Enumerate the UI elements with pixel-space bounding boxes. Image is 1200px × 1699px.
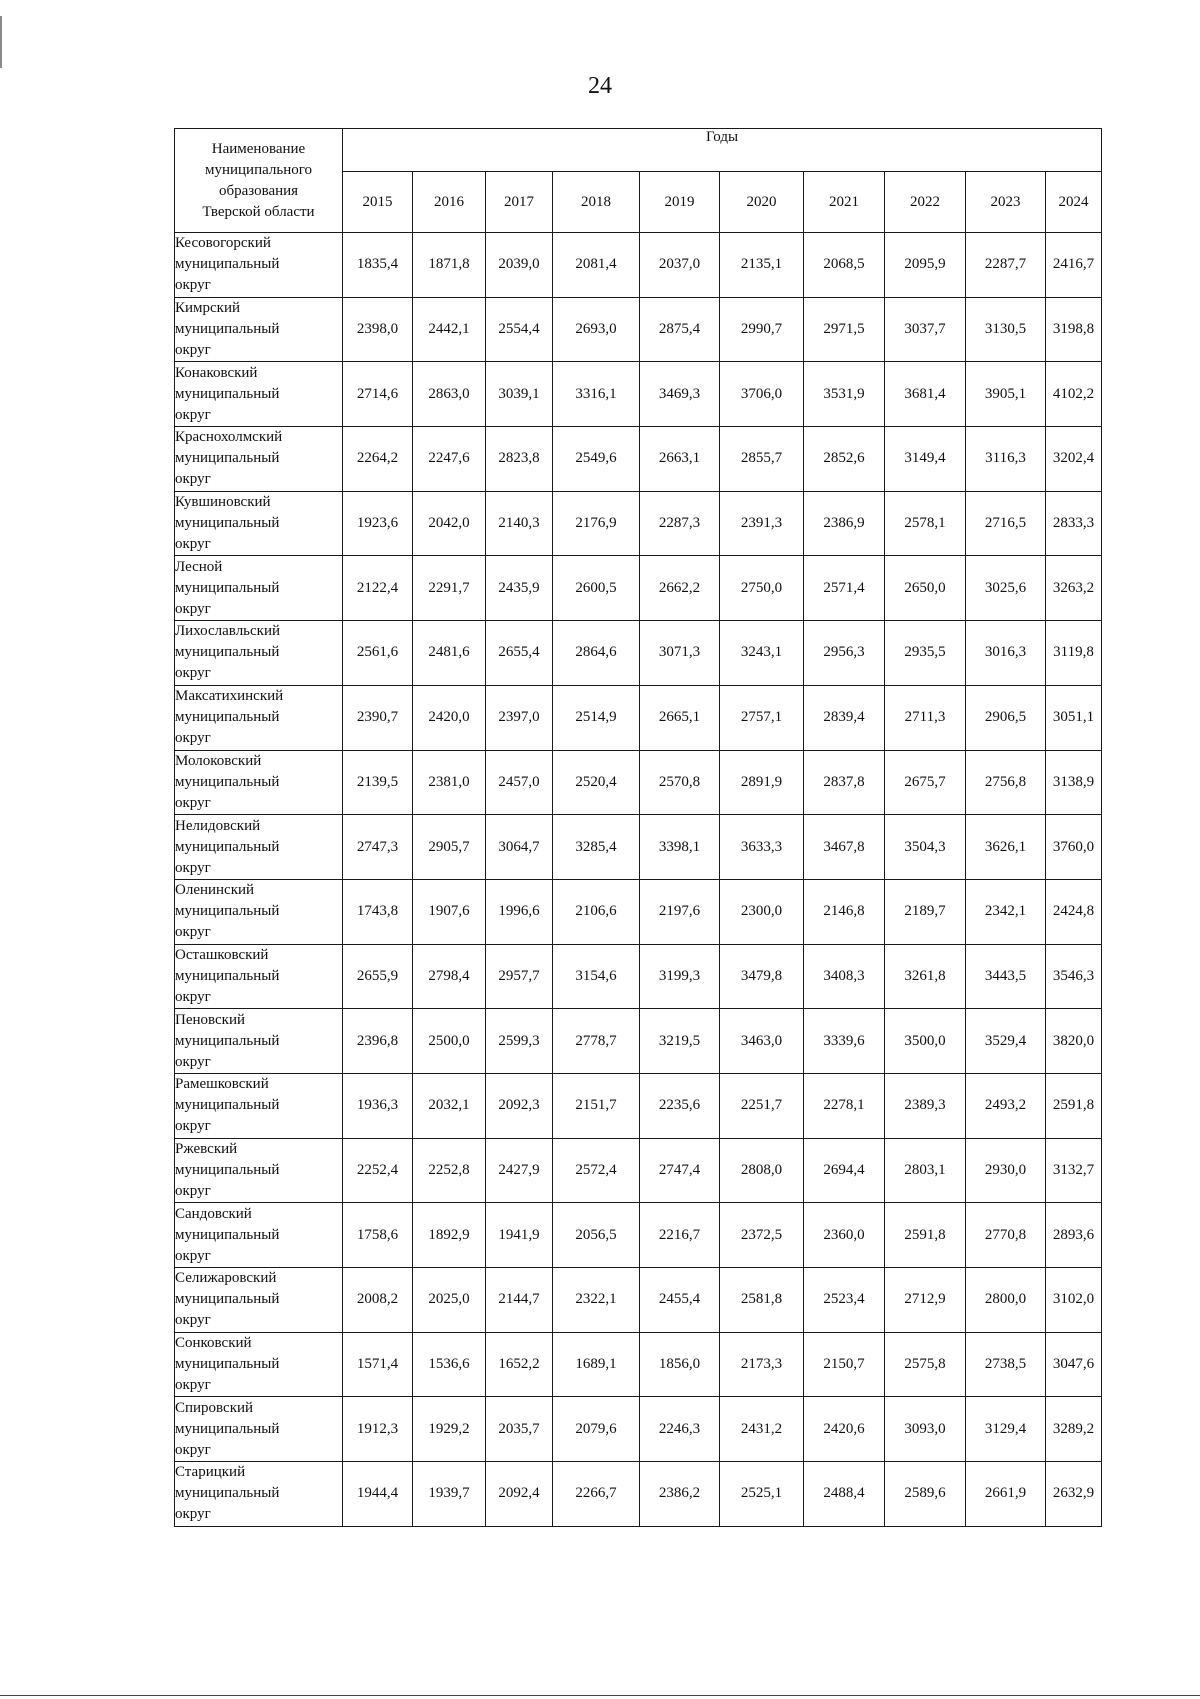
value-cell: 1758,6 xyxy=(343,1203,413,1268)
value-cell: 2747,4 xyxy=(640,1138,720,1203)
value-cell: 2247,6 xyxy=(413,427,486,492)
header-years-group: Годы xyxy=(343,129,1102,172)
value-cell: 2632,9 xyxy=(1046,1462,1102,1527)
value-cell: 2891,9 xyxy=(720,750,804,815)
value-cell: 3706,0 xyxy=(720,362,804,427)
value-cell: 2935,5 xyxy=(885,621,966,686)
value-cell: 3039,1 xyxy=(486,362,553,427)
value-cell: 2554,4 xyxy=(486,297,553,362)
value-cell: 3531,9 xyxy=(804,362,885,427)
value-cell: 2823,8 xyxy=(486,427,553,492)
value-cell: 2095,9 xyxy=(885,233,966,298)
value-cell: 3138,9 xyxy=(1046,750,1102,815)
value-cell: 2514,9 xyxy=(553,685,640,750)
value-cell: 2435,9 xyxy=(486,556,553,621)
value-cell: 3037,7 xyxy=(885,297,966,362)
value-cell: 2140,3 xyxy=(486,491,553,556)
value-cell: 2600,5 xyxy=(553,556,640,621)
value-cell: 2747,3 xyxy=(343,815,413,880)
value-cell: 3025,6 xyxy=(966,556,1046,621)
value-cell: 1936,3 xyxy=(343,1073,413,1138)
value-cell: 3463,0 xyxy=(720,1009,804,1074)
value-cell: 3154,6 xyxy=(553,944,640,1009)
value-cell: 2693,0 xyxy=(553,297,640,362)
value-cell: 2252,4 xyxy=(343,1138,413,1203)
value-cell: 2561,6 xyxy=(343,621,413,686)
value-cell: 2662,2 xyxy=(640,556,720,621)
municipality-name-cell: Кимрский муниципальный округ xyxy=(175,297,343,362)
value-cell: 2591,8 xyxy=(885,1203,966,1268)
value-cell: 2291,7 xyxy=(413,556,486,621)
value-cell: 1939,7 xyxy=(413,1462,486,1527)
value-cell: 2427,9 xyxy=(486,1138,553,1203)
value-cell: 2079,6 xyxy=(553,1397,640,1462)
header-year: 2020 xyxy=(720,172,804,233)
value-cell: 3626,1 xyxy=(966,815,1046,880)
value-cell: 2756,8 xyxy=(966,750,1046,815)
value-cell: 2056,5 xyxy=(553,1203,640,1268)
value-cell: 3199,3 xyxy=(640,944,720,1009)
value-cell: 2264,2 xyxy=(343,427,413,492)
value-cell: 2738,5 xyxy=(966,1332,1046,1397)
value-cell: 2599,3 xyxy=(486,1009,553,1074)
value-cell: 3479,8 xyxy=(720,944,804,1009)
value-cell: 2578,1 xyxy=(885,491,966,556)
value-cell: 2246,3 xyxy=(640,1397,720,1462)
value-cell: 2287,7 xyxy=(966,233,1046,298)
header-year: 2023 xyxy=(966,172,1046,233)
scan-edge-mark xyxy=(0,16,2,68)
value-cell: 2235,6 xyxy=(640,1073,720,1138)
header-year: 2019 xyxy=(640,172,720,233)
value-cell: 2442,1 xyxy=(413,297,486,362)
value-cell: 2714,6 xyxy=(343,362,413,427)
value-cell: 2591,8 xyxy=(1046,1073,1102,1138)
municipality-name-cell: Краснохолмский муниципальный округ xyxy=(175,427,343,492)
value-cell: 1689,1 xyxy=(553,1332,640,1397)
value-cell: 2039,0 xyxy=(486,233,553,298)
value-cell: 2457,0 xyxy=(486,750,553,815)
municipality-name-cell: Конаковский муниципальный округ xyxy=(175,362,343,427)
value-cell: 2092,4 xyxy=(486,1462,553,1527)
value-cell: 2852,6 xyxy=(804,427,885,492)
value-cell: 3198,8 xyxy=(1046,297,1102,362)
value-cell: 2493,2 xyxy=(966,1073,1046,1138)
value-cell: 2906,5 xyxy=(966,685,1046,750)
value-cell: 3102,0 xyxy=(1046,1268,1102,1333)
value-cell: 2150,7 xyxy=(804,1332,885,1397)
value-cell: 2455,4 xyxy=(640,1268,720,1333)
value-cell: 2757,1 xyxy=(720,685,804,750)
value-cell: 3130,5 xyxy=(966,297,1046,362)
value-cell: 2081,4 xyxy=(553,233,640,298)
value-cell: 2571,4 xyxy=(804,556,885,621)
value-cell: 2092,3 xyxy=(486,1073,553,1138)
value-cell: 2803,1 xyxy=(885,1138,966,1203)
value-cell: 2488,4 xyxy=(804,1462,885,1527)
value-cell: 2520,4 xyxy=(553,750,640,815)
value-cell: 3504,3 xyxy=(885,815,966,880)
table-row xyxy=(175,556,1102,621)
municipality-name-cell: Сонковский муниципальный округ xyxy=(175,1332,343,1397)
table-row xyxy=(175,621,1102,686)
table-body xyxy=(175,233,1102,1527)
value-cell: 2416,7 xyxy=(1046,233,1102,298)
value-cell: 2420,6 xyxy=(804,1397,885,1462)
value-cell: 2068,5 xyxy=(804,233,885,298)
value-cell: 3202,4 xyxy=(1046,427,1102,492)
table-row xyxy=(175,362,1102,427)
value-cell: 2778,7 xyxy=(553,1009,640,1074)
table-row xyxy=(175,1332,1102,1397)
value-cell: 2390,7 xyxy=(343,685,413,750)
value-cell: 2176,9 xyxy=(553,491,640,556)
value-cell: 2833,3 xyxy=(1046,491,1102,556)
table-row xyxy=(175,750,1102,815)
value-cell: 1941,9 xyxy=(486,1203,553,1268)
value-cell: 2581,8 xyxy=(720,1268,804,1333)
header-row-group xyxy=(175,129,1102,172)
value-cell: 1856,0 xyxy=(640,1332,720,1397)
value-cell: 2151,7 xyxy=(553,1073,640,1138)
municipality-name-cell: Рамешковский муниципальный округ xyxy=(175,1073,343,1138)
value-cell: 3316,1 xyxy=(553,362,640,427)
value-cell: 2864,6 xyxy=(553,621,640,686)
value-cell: 2525,1 xyxy=(720,1462,804,1527)
value-cell: 2839,4 xyxy=(804,685,885,750)
municipality-name-cell: Молоковский муниципальный округ xyxy=(175,750,343,815)
value-cell: 1571,4 xyxy=(343,1332,413,1397)
value-cell: 2655,4 xyxy=(486,621,553,686)
table-row xyxy=(175,1138,1102,1203)
value-cell: 3339,6 xyxy=(804,1009,885,1074)
header-year: 2015 xyxy=(343,172,413,233)
table-row xyxy=(175,1268,1102,1333)
value-cell: 2032,1 xyxy=(413,1073,486,1138)
value-cell: 3546,3 xyxy=(1046,944,1102,1009)
table-row xyxy=(175,427,1102,492)
value-cell: 3129,4 xyxy=(966,1397,1046,1462)
value-cell: 2481,6 xyxy=(413,621,486,686)
municipality-name-cell: Нелидовский муниципальный округ xyxy=(175,815,343,880)
value-cell: 2716,5 xyxy=(966,491,1046,556)
header-year: 2022 xyxy=(885,172,966,233)
municipality-name-cell: Ржевский муниципальный округ xyxy=(175,1138,343,1203)
value-cell: 2372,5 xyxy=(720,1203,804,1268)
value-cell: 2990,7 xyxy=(720,297,804,362)
value-cell: 3261,8 xyxy=(885,944,966,1009)
value-cell: 2770,8 xyxy=(966,1203,1046,1268)
value-cell: 2589,6 xyxy=(885,1462,966,1527)
table-row xyxy=(175,491,1102,556)
value-cell: 2905,7 xyxy=(413,815,486,880)
value-cell: 2675,7 xyxy=(885,750,966,815)
value-cell: 2042,0 xyxy=(413,491,486,556)
value-cell: 2189,7 xyxy=(885,879,966,944)
value-cell: 2287,3 xyxy=(640,491,720,556)
value-cell: 4102,2 xyxy=(1046,362,1102,427)
value-cell: 2431,2 xyxy=(720,1397,804,1462)
value-cell: 2663,1 xyxy=(640,427,720,492)
table-row xyxy=(175,815,1102,880)
value-cell: 2398,0 xyxy=(343,297,413,362)
value-cell: 1871,8 xyxy=(413,233,486,298)
table-row xyxy=(175,297,1102,362)
value-cell: 2035,7 xyxy=(486,1397,553,1462)
header-name-column: Наименование муниципального образования Тверской области xyxy=(175,129,343,233)
value-cell: 2694,4 xyxy=(804,1138,885,1203)
value-cell: 3820,0 xyxy=(1046,1009,1102,1074)
value-cell: 3529,4 xyxy=(966,1009,1046,1074)
page-bottom-edge xyxy=(0,1695,1200,1696)
value-cell: 3500,0 xyxy=(885,1009,966,1074)
value-cell: 3263,2 xyxy=(1046,556,1102,621)
value-cell: 2665,1 xyxy=(640,685,720,750)
value-cell: 2570,8 xyxy=(640,750,720,815)
value-cell: 3398,1 xyxy=(640,815,720,880)
value-cell: 2971,5 xyxy=(804,297,885,362)
header-year: 2021 xyxy=(804,172,885,233)
header-year: 2024 xyxy=(1046,172,1102,233)
value-cell: 3093,0 xyxy=(885,1397,966,1462)
table-header xyxy=(175,129,1102,233)
municipality-name-cell: Сандовский муниципальный округ xyxy=(175,1203,343,1268)
value-cell: 2711,3 xyxy=(885,685,966,750)
value-cell: 2420,0 xyxy=(413,685,486,750)
value-cell: 1907,6 xyxy=(413,879,486,944)
value-cell: 3047,6 xyxy=(1046,1332,1102,1397)
municipality-name-cell: Кувшиновский муниципальный округ xyxy=(175,491,343,556)
municipality-name-cell: Максатихинский муниципальный округ xyxy=(175,685,343,750)
value-cell: 3132,7 xyxy=(1046,1138,1102,1203)
value-cell: 3467,8 xyxy=(804,815,885,880)
value-cell: 2500,0 xyxy=(413,1009,486,1074)
value-cell: 2360,0 xyxy=(804,1203,885,1268)
value-cell: 3116,3 xyxy=(966,427,1046,492)
value-cell: 2139,5 xyxy=(343,750,413,815)
value-cell: 2322,1 xyxy=(553,1268,640,1333)
value-cell: 2008,2 xyxy=(343,1268,413,1333)
value-cell: 2146,8 xyxy=(804,879,885,944)
header-year: 2016 xyxy=(413,172,486,233)
value-cell: 2251,7 xyxy=(720,1073,804,1138)
value-cell: 2863,0 xyxy=(413,362,486,427)
value-cell: 2957,7 xyxy=(486,944,553,1009)
table-row xyxy=(175,233,1102,298)
value-cell: 2025,0 xyxy=(413,1268,486,1333)
value-cell: 2800,0 xyxy=(966,1268,1046,1333)
value-cell: 2122,4 xyxy=(343,556,413,621)
value-cell: 1536,6 xyxy=(413,1332,486,1397)
value-cell: 3681,4 xyxy=(885,362,966,427)
value-cell: 2389,3 xyxy=(885,1073,966,1138)
value-cell: 2655,9 xyxy=(343,944,413,1009)
value-cell: 2386,9 xyxy=(804,491,885,556)
value-cell: 2397,0 xyxy=(486,685,553,750)
value-cell: 3149,4 xyxy=(885,427,966,492)
municipality-name-cell: Лесной муниципальный округ xyxy=(175,556,343,621)
value-cell: 2549,6 xyxy=(553,427,640,492)
municipality-name-cell: Спировский муниципальный округ xyxy=(175,1397,343,1462)
value-cell: 2930,0 xyxy=(966,1138,1046,1203)
value-cell: 2893,6 xyxy=(1046,1203,1102,1268)
value-cell: 2424,8 xyxy=(1046,879,1102,944)
value-cell: 3071,3 xyxy=(640,621,720,686)
value-cell: 3289,2 xyxy=(1046,1397,1102,1462)
value-cell: 2106,6 xyxy=(553,879,640,944)
value-cell: 1929,2 xyxy=(413,1397,486,1462)
table-row xyxy=(175,944,1102,1009)
value-cell: 2266,7 xyxy=(553,1462,640,1527)
value-cell: 1996,6 xyxy=(486,879,553,944)
value-cell: 2808,0 xyxy=(720,1138,804,1203)
value-cell: 3016,3 xyxy=(966,621,1046,686)
table-row xyxy=(175,1462,1102,1527)
value-cell: 2216,7 xyxy=(640,1203,720,1268)
table-row xyxy=(175,1009,1102,1074)
municipality-name-cell: Лихославльский муниципальный округ xyxy=(175,621,343,686)
value-cell: 2135,1 xyxy=(720,233,804,298)
value-cell: 2837,8 xyxy=(804,750,885,815)
value-cell: 1835,4 xyxy=(343,233,413,298)
value-cell: 2572,4 xyxy=(553,1138,640,1203)
value-cell: 2381,0 xyxy=(413,750,486,815)
value-cell: 2661,9 xyxy=(966,1462,1046,1527)
value-cell: 3051,1 xyxy=(1046,685,1102,750)
municipality-name-cell: Кесовогорский муниципальный округ xyxy=(175,233,343,298)
value-cell: 2712,9 xyxy=(885,1268,966,1333)
value-cell: 2391,3 xyxy=(720,491,804,556)
value-cell: 2144,7 xyxy=(486,1268,553,1333)
value-cell: 3243,1 xyxy=(720,621,804,686)
table-row xyxy=(175,1203,1102,1268)
value-cell: 2197,6 xyxy=(640,879,720,944)
value-cell: 2278,1 xyxy=(804,1073,885,1138)
value-cell: 2956,3 xyxy=(804,621,885,686)
value-cell: 2300,0 xyxy=(720,879,804,944)
value-cell: 1944,4 xyxy=(343,1462,413,1527)
value-cell: 2037,0 xyxy=(640,233,720,298)
value-cell: 1652,2 xyxy=(486,1332,553,1397)
value-cell: 1912,3 xyxy=(343,1397,413,1462)
value-cell: 2252,8 xyxy=(413,1138,486,1203)
municipality-name-cell: Оленинский муниципальный округ xyxy=(175,879,343,944)
value-cell: 3469,3 xyxy=(640,362,720,427)
value-cell: 3064,7 xyxy=(486,815,553,880)
value-cell: 2396,8 xyxy=(343,1009,413,1074)
municipality-name-cell: Пеновский муниципальный округ xyxy=(175,1009,343,1074)
header-year: 2018 xyxy=(553,172,640,233)
value-cell: 2650,0 xyxy=(885,556,966,621)
table-row xyxy=(175,1397,1102,1462)
table-row xyxy=(175,879,1102,944)
value-cell: 2386,2 xyxy=(640,1462,720,1527)
table-row xyxy=(175,685,1102,750)
value-cell: 3219,5 xyxy=(640,1009,720,1074)
value-cell: 3408,3 xyxy=(804,944,885,1009)
table-row xyxy=(175,1073,1102,1138)
value-cell: 3443,5 xyxy=(966,944,1046,1009)
value-cell: 2750,0 xyxy=(720,556,804,621)
value-cell: 2798,4 xyxy=(413,944,486,1009)
value-cell: 3760,0 xyxy=(1046,815,1102,880)
value-cell: 1892,9 xyxy=(413,1203,486,1268)
value-cell: 2173,3 xyxy=(720,1332,804,1397)
municipality-name-cell: Осташковский муниципальный округ xyxy=(175,944,343,1009)
value-cell: 3633,3 xyxy=(720,815,804,880)
value-cell: 3119,8 xyxy=(1046,621,1102,686)
value-cell: 2523,4 xyxy=(804,1268,885,1333)
value-cell: 3285,4 xyxy=(553,815,640,880)
value-cell: 2875,4 xyxy=(640,297,720,362)
value-cell: 3905,1 xyxy=(966,362,1046,427)
value-cell: 1923,6 xyxy=(343,491,413,556)
value-cell: 1743,8 xyxy=(343,879,413,944)
header-year: 2017 xyxy=(486,172,553,233)
municipality-name-cell: Селижаровский муниципальный округ xyxy=(175,1268,343,1333)
page-number: 24 xyxy=(588,73,612,99)
value-cell: 2575,8 xyxy=(885,1332,966,1397)
municipality-name-cell: Старицкий муниципальный округ xyxy=(175,1462,343,1527)
data-table xyxy=(174,128,1102,1527)
value-cell: 2855,7 xyxy=(720,427,804,492)
value-cell: 2342,1 xyxy=(966,879,1046,944)
